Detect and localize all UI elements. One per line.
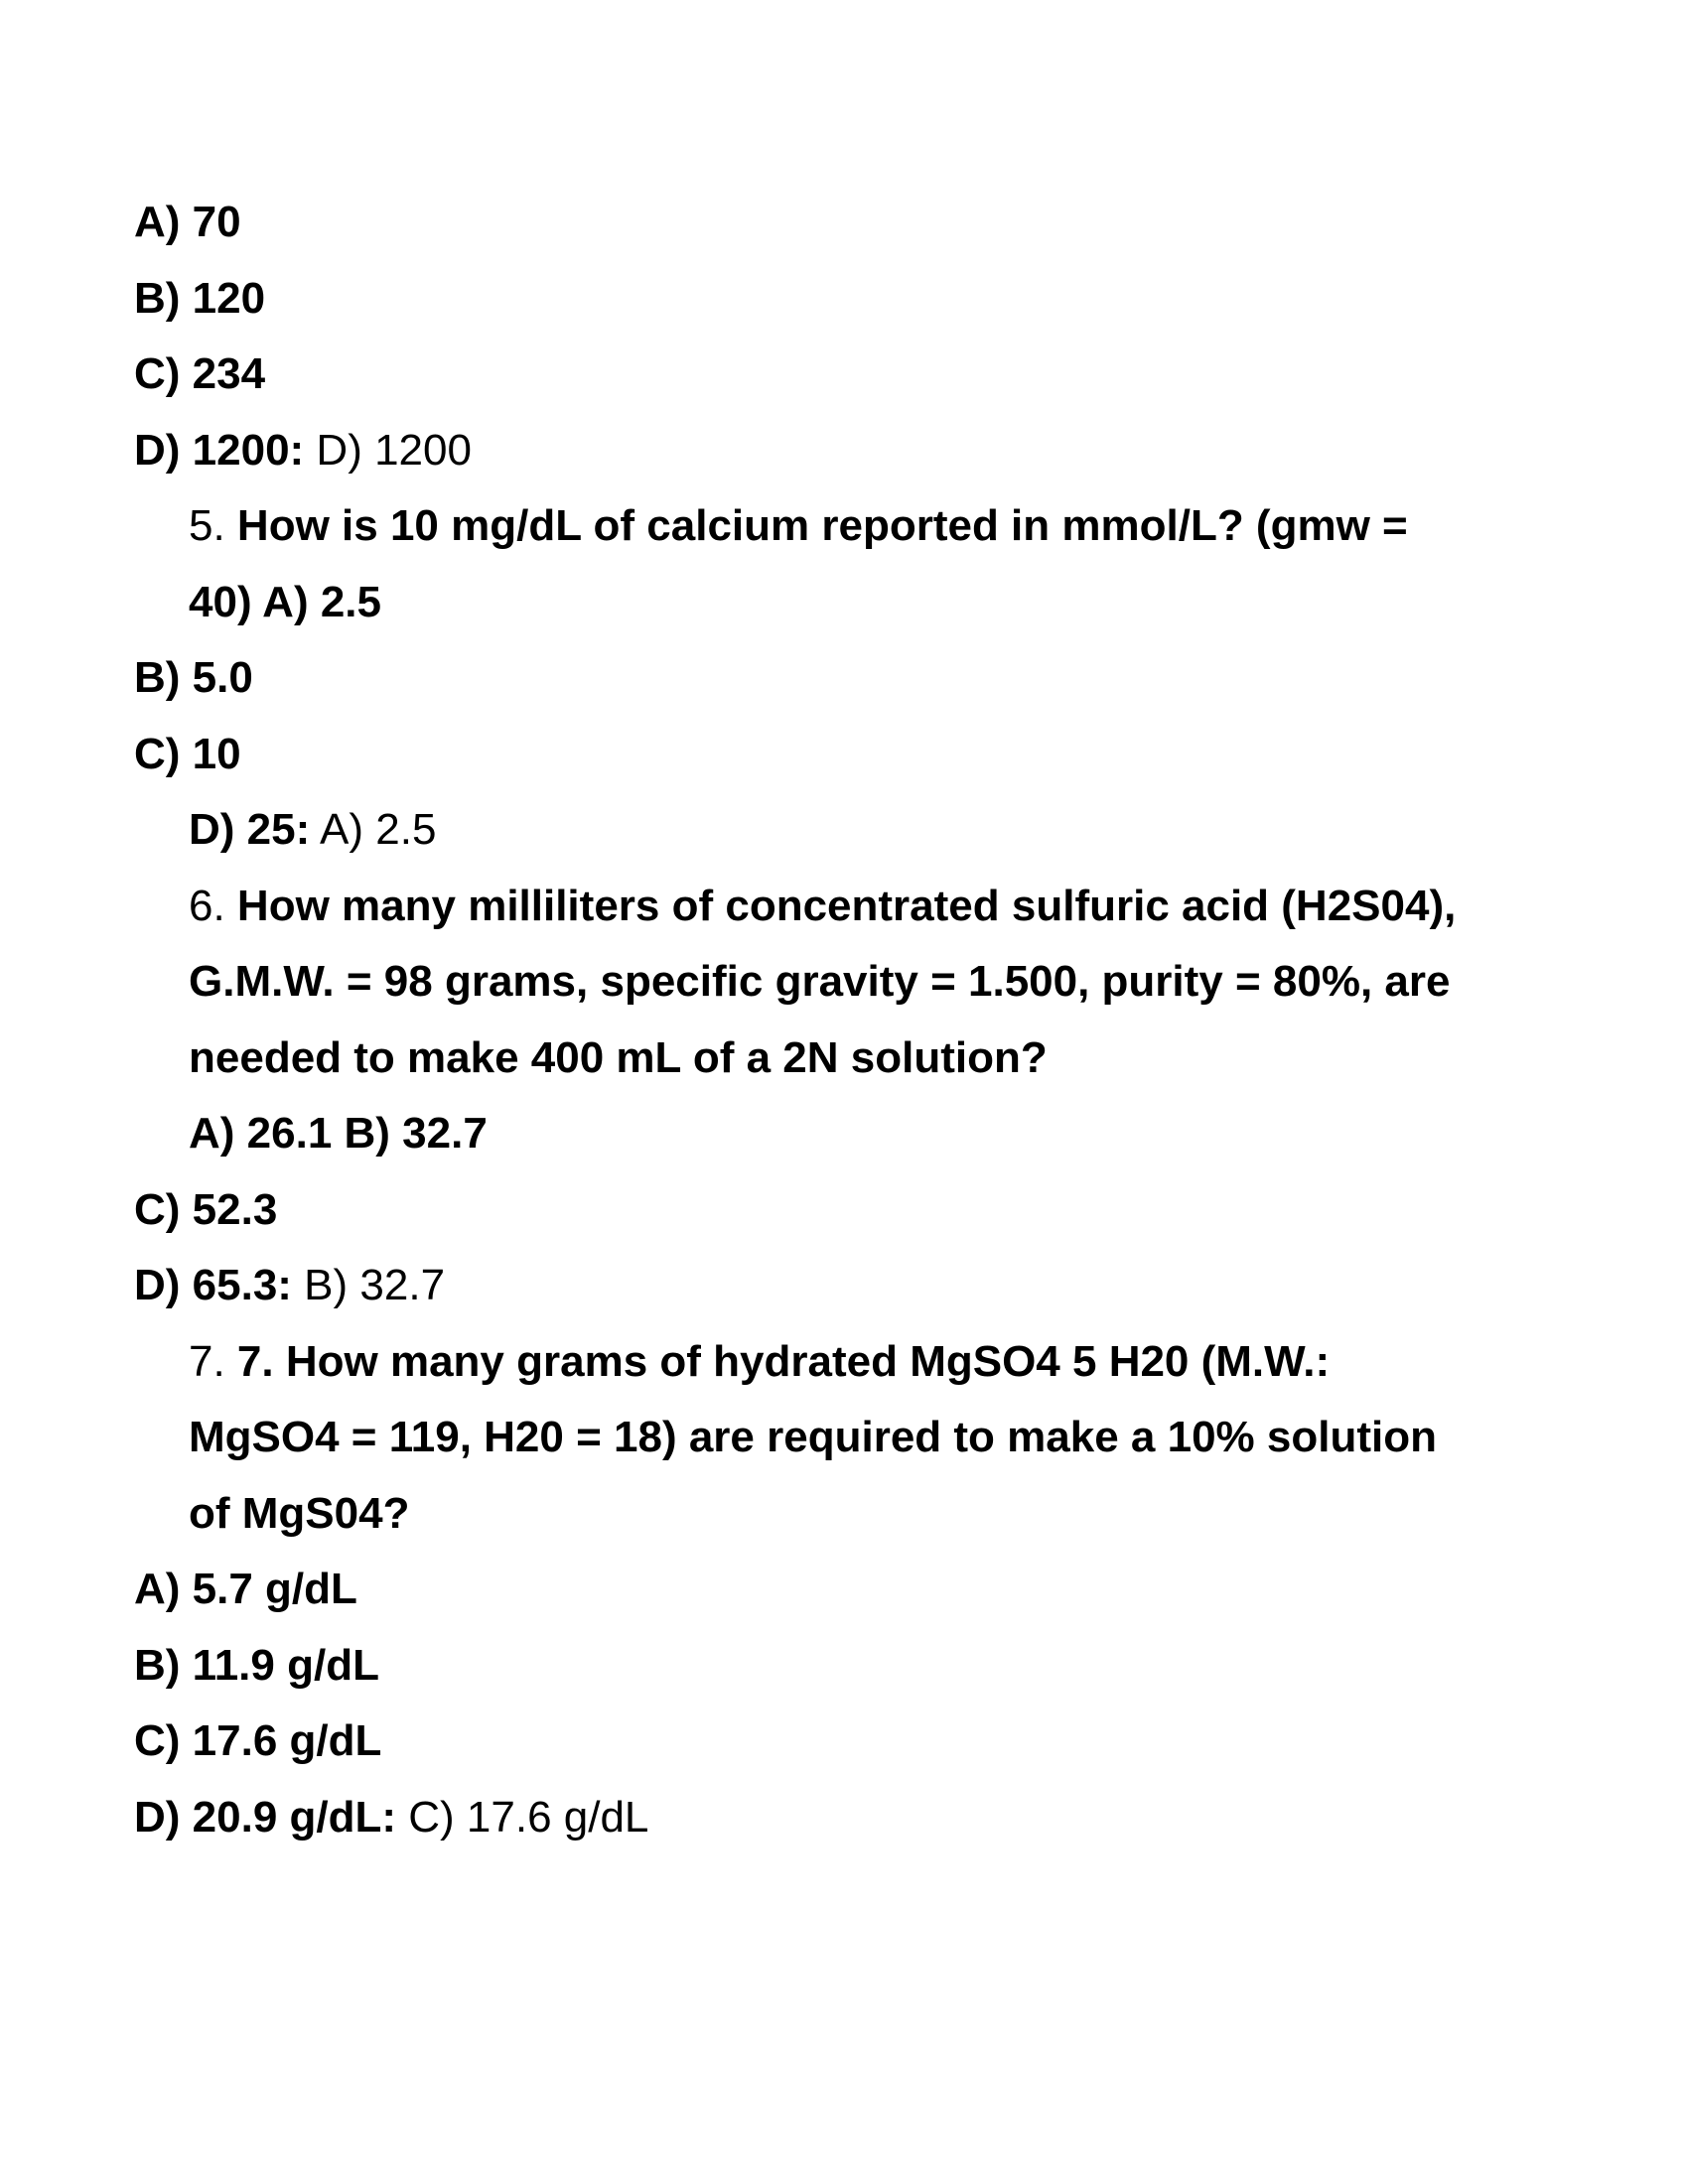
- text-segment: How is 10 mg/dL of calcium reported in mmol/L? (gmw =: [236, 501, 1408, 550]
- document-line: [134, 1021, 1648, 1097]
- text-segment: A) 70: [134, 198, 241, 246]
- text-segment: C) 234: [134, 349, 266, 398]
- text-segment: 5.: [189, 501, 237, 550]
- text-segment: C) 52.3: [134, 1184, 278, 1234]
- text-segment: MgSO4 = 119, H20 = 18) are required to make a 10% solution: [189, 1413, 1437, 1461]
- text-segment: 6.: [189, 881, 237, 930]
- document-line: [134, 1172, 1648, 1249]
- document-line: [134, 565, 1648, 641]
- document-line: [134, 1628, 1648, 1705]
- document-line: [134, 640, 1648, 717]
- document-line: [134, 792, 1648, 869]
- document-line: [134, 1780, 1648, 1856]
- document-line: [134, 261, 1648, 338]
- text-segment: A) 26.1 B) 32.7: [189, 1109, 488, 1158]
- text-segment: G.M.W. = 98 grams, specific gravity = 1.500, purity = 80%, are: [189, 957, 1451, 1006]
- text-segment: 7. How many grams of hydrated MgSO4 5 H20 (M.W.:: [236, 1336, 1331, 1386]
- text-segment: 7.: [189, 1336, 237, 1386]
- text-segment: C) 17.6 g/dL: [134, 1716, 382, 1765]
- document-line: [134, 944, 1648, 1021]
- text-segment: A) 5.7 g/dL: [134, 1565, 357, 1613]
- text-segment: D) 65.3:: [134, 1261, 292, 1309]
- document-line: [134, 1324, 1648, 1401]
- text-segment: B) 11.9 g/dL: [134, 1640, 379, 1690]
- document-line: [134, 1552, 1648, 1628]
- text-segment: How many milliliters of concentrated sulfuric acid (H2S04),: [236, 881, 1457, 930]
- text-segment: needed to make 400 mL of a 2N solution?: [189, 1032, 1048, 1082]
- document-line: [134, 1476, 1648, 1553]
- text-segment: B) 32.7: [291, 1261, 446, 1309]
- document-line: [134, 413, 1648, 489]
- document-line: [134, 1400, 1648, 1476]
- text-segment: D) 1200: [304, 425, 472, 475]
- text-segment: C) 10: [134, 729, 241, 778]
- text-segment: D) 25:: [189, 805, 311, 854]
- document-line: [134, 185, 1648, 261]
- text-segment: B) 120: [134, 273, 266, 323]
- document-line: [134, 1096, 1648, 1172]
- document-text-block: [134, 185, 1648, 1855]
- text-segment: D) 20.9 g/dL:: [134, 1792, 397, 1842]
- text-segment: C) 17.6 g/dL: [396, 1792, 649, 1842]
- document-line: [134, 717, 1648, 793]
- document-line: [134, 337, 1648, 413]
- text-segment: 40) A) 2.5: [189, 577, 382, 626]
- document-line: [134, 1704, 1648, 1780]
- text-segment: A) 2.5: [310, 805, 437, 854]
- document-line: [134, 1248, 1648, 1324]
- text-segment: D) 1200:: [134, 425, 305, 475]
- document-line: [134, 488, 1648, 565]
- text-segment: B) 5.0: [134, 653, 253, 702]
- document-line: [134, 869, 1648, 945]
- text-segment: of MgS04?: [189, 1488, 410, 1538]
